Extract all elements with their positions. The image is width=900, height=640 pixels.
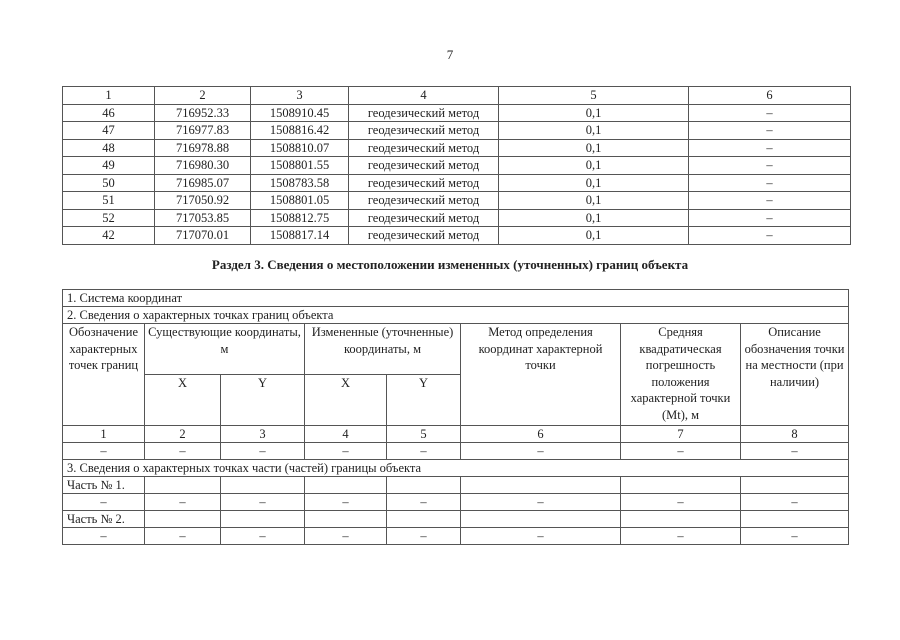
y-coordinate: 1508801.05	[251, 192, 349, 210]
description: –	[689, 227, 851, 245]
dash-cell: –	[741, 494, 849, 511]
col-designation: Обозначение характерных точек границ	[63, 324, 145, 426]
error: 0,1	[499, 139, 689, 157]
header-cell: 6	[689, 87, 851, 105]
dash-cell: –	[387, 494, 461, 511]
section-heading: Раздел 3. Сведения о местоположении измененных (уточненных) границ объекта	[211, 257, 689, 272]
error: 0,1	[499, 192, 689, 210]
dash-cell: –	[741, 528, 849, 545]
dash-cell: –	[305, 494, 387, 511]
column-number: 6	[461, 426, 621, 443]
column-number: 3	[221, 426, 305, 443]
table-row	[63, 104, 851, 122]
x-coordinate: 717070.01	[155, 227, 251, 245]
part1-row	[63, 477, 849, 494]
table-header-row	[63, 87, 851, 105]
table-row	[63, 122, 851, 140]
point-number: 49	[63, 157, 155, 175]
method: геодезический метод	[349, 104, 499, 122]
description: –	[689, 192, 851, 210]
col-description: Описание обозначения точки на местности (при наличии)	[741, 324, 849, 426]
table-row	[63, 227, 851, 245]
column-header-row	[63, 324, 849, 375]
col-method: Метод определения координат характерной точки	[461, 324, 621, 426]
y-label: Y	[387, 375, 461, 426]
y-label: Y	[221, 375, 305, 426]
dash-cell: –	[145, 528, 221, 545]
method: геодезический метод	[349, 122, 499, 140]
dash-cell: –	[621, 443, 741, 460]
description: –	[689, 122, 851, 140]
point-number: 48	[63, 139, 155, 157]
dash-cell: –	[63, 443, 145, 460]
points-section-label: 2. Сведения о характерных точках границ объекта	[63, 307, 849, 324]
description: –	[689, 157, 851, 175]
coord-system-label: 1. Система координат	[63, 290, 849, 307]
description: –	[689, 104, 851, 122]
header-cell: 5	[499, 87, 689, 105]
point-number: 51	[63, 192, 155, 210]
column-number: 4	[305, 426, 387, 443]
dash-cell: –	[305, 443, 387, 460]
dash-cell: –	[461, 443, 621, 460]
coordinates-table	[62, 86, 851, 245]
column-number: 7	[621, 426, 741, 443]
description: –	[689, 209, 851, 227]
boundaries-table	[62, 289, 849, 545]
column-number: 8	[741, 426, 849, 443]
point-number: 47	[63, 122, 155, 140]
x-coordinate: 716977.83	[155, 122, 251, 140]
x-coordinate: 717053.85	[155, 209, 251, 227]
description: –	[689, 139, 851, 157]
x-label: X	[145, 375, 221, 426]
description: –	[689, 174, 851, 192]
col-error: Средняя квадратическая погрешность положения характерной точки (Mt), м	[621, 324, 741, 426]
column-number: 1	[63, 426, 145, 443]
error: 0,1	[499, 157, 689, 175]
part2-label: Часть № 2.	[63, 511, 145, 528]
table-row	[63, 174, 851, 192]
parts-section-row	[63, 460, 849, 477]
col-changed-coords: Измененные (уточненные) координаты, м	[305, 324, 461, 375]
y-coordinate: 1508816.42	[251, 122, 349, 140]
dash-cell: –	[621, 494, 741, 511]
error: 0,1	[499, 209, 689, 227]
x-coordinate: 717050.92	[155, 192, 251, 210]
column-number: 2	[145, 426, 221, 443]
table-row	[63, 192, 851, 210]
dash-cell: –	[221, 494, 305, 511]
part2-dash-row	[63, 528, 849, 545]
error: 0,1	[499, 227, 689, 245]
column-number-row	[63, 426, 849, 443]
dash-cell: –	[305, 528, 387, 545]
method: геодезический метод	[349, 139, 499, 157]
column-number: 5	[387, 426, 461, 443]
method: геодезический метод	[349, 157, 499, 175]
x-coordinate: 716980.30	[155, 157, 251, 175]
page-number: 7	[446, 47, 454, 62]
method: геодезический метод	[349, 192, 499, 210]
error: 0,1	[499, 174, 689, 192]
dash-cell: –	[621, 528, 741, 545]
dash-cell: –	[741, 443, 849, 460]
table-row	[63, 139, 851, 157]
dash-cell: –	[63, 528, 145, 545]
dash-cell: –	[63, 494, 145, 511]
method: геодезический метод	[349, 227, 499, 245]
y-coordinate: 1508801.55	[251, 157, 349, 175]
x-label: X	[305, 375, 387, 426]
y-coordinate: 1508910.45	[251, 104, 349, 122]
part1-label: Часть № 1.	[63, 477, 145, 494]
y-coordinate: 1508810.07	[251, 139, 349, 157]
dash-cell: –	[221, 443, 305, 460]
y-coordinate: 1508783.58	[251, 174, 349, 192]
dash-cell: –	[387, 443, 461, 460]
coord-system-row	[63, 290, 849, 307]
dash-cell: –	[461, 494, 621, 511]
part1-dash-row	[63, 494, 849, 511]
point-number: 46	[63, 104, 155, 122]
dash-cell: –	[387, 528, 461, 545]
x-coordinate: 716985.07	[155, 174, 251, 192]
col-existing-coords: Существующие координаты, м	[145, 324, 305, 375]
part2-row	[63, 511, 849, 528]
error: 0,1	[499, 122, 689, 140]
x-coordinate: 716978.88	[155, 139, 251, 157]
y-coordinate: 1508812.75	[251, 209, 349, 227]
dash-cell: –	[221, 528, 305, 545]
points-section-row	[63, 307, 849, 324]
point-number: 50	[63, 174, 155, 192]
x-coordinate: 716952.33	[155, 104, 251, 122]
dash-cell: –	[145, 443, 221, 460]
header-cell: 2	[155, 87, 251, 105]
method: геодезический метод	[349, 209, 499, 227]
header-cell: 3	[251, 87, 349, 105]
method: геодезический метод	[349, 174, 499, 192]
error: 0,1	[499, 104, 689, 122]
y-coordinate: 1508817.14	[251, 227, 349, 245]
dash-cell: –	[461, 528, 621, 545]
dash-cell: –	[145, 494, 221, 511]
header-cell: 1	[63, 87, 155, 105]
point-number: 42	[63, 227, 155, 245]
dash-row	[63, 443, 849, 460]
table-row	[63, 209, 851, 227]
table-row	[63, 157, 851, 175]
parts-section-label: 3. Сведения о характерных точках части (частей) границы объекта	[63, 460, 849, 477]
point-number: 52	[63, 209, 155, 227]
header-cell: 4	[349, 87, 499, 105]
